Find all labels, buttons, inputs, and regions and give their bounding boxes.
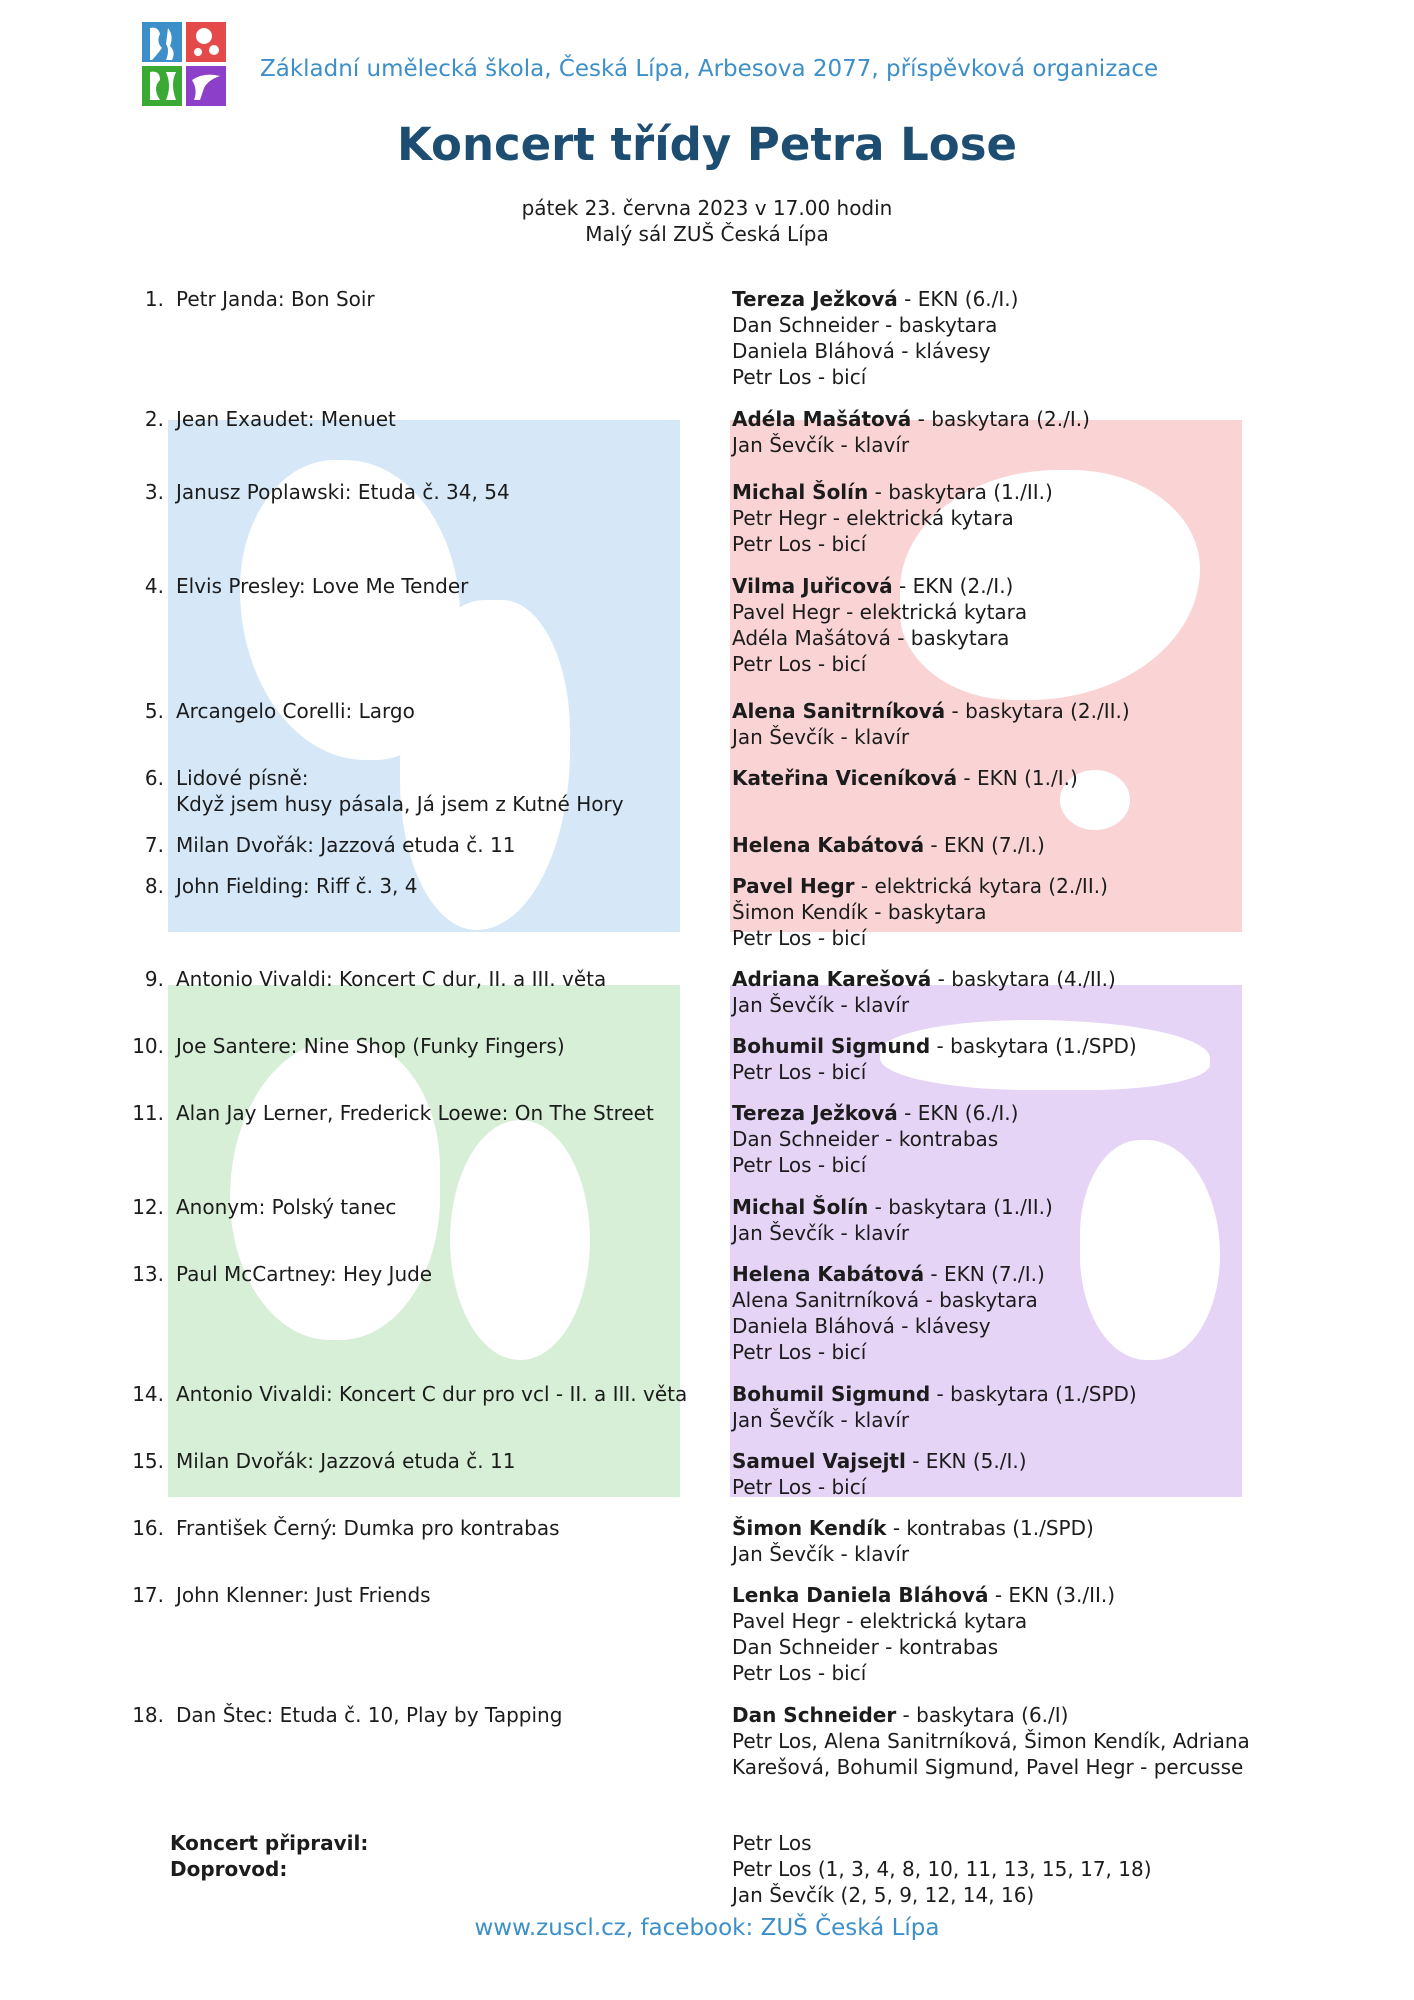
item-piece: Lidové písně: Když jsem husy pásala, Já jsem z Kutné Hory: [176, 766, 624, 816]
item-performers: [732, 1100, 1292, 1178]
performer-line: [732, 1702, 1292, 1728]
performer-line: [732, 966, 1292, 992]
item-performers: [732, 966, 1292, 1018]
item-number: 10.: [132, 1034, 164, 1058]
performer-line: [732, 1515, 1292, 1541]
performer-role: Petr Los - bicí: [732, 1153, 867, 1177]
performer-name: Michal Šolín: [732, 480, 869, 504]
item-number: 11.: [132, 1101, 164, 1125]
performer-line: [732, 1194, 1292, 1220]
performer-role: Petr Los - bicí: [732, 926, 867, 950]
item-number: 14.: [132, 1382, 164, 1406]
performer-name: Lenka Daniela Bláhová: [732, 1583, 989, 1607]
performer-role: Jan Ševčík - klavír: [732, 1542, 910, 1566]
item-number: 7.: [144, 833, 164, 857]
item-piece: Dan Štec: Etuda č. 10, Play by Tapping: [176, 1703, 563, 1727]
performer-role: Dan Schneider - baskytara: [732, 313, 998, 337]
item-piece: Petr Janda: Bon Soir: [176, 287, 375, 311]
item-performers: [732, 765, 1292, 791]
performer-line: [732, 873, 1292, 899]
performer-role: - baskytara (1./SPD): [930, 1034, 1137, 1058]
performer-line: [732, 724, 1292, 750]
performer-line: [732, 1059, 1292, 1085]
performer-line: [732, 599, 1292, 625]
item-performers: [732, 698, 1292, 750]
performer-line: [732, 406, 1292, 432]
performer-role: - baskytara (2./II.): [945, 699, 1130, 723]
performer-role: - EKN (1./I.): [957, 766, 1078, 790]
performer-role: - kontrabas (1./SPD): [886, 1516, 1094, 1540]
item-number: 8.: [144, 874, 164, 898]
item-number: 13.: [132, 1262, 164, 1286]
performer-line: [732, 1582, 1292, 1608]
performer-role: - elektrická kytara (2./II.): [854, 874, 1108, 898]
performer-name: Michal Šolín: [732, 1195, 869, 1219]
item-piece: Jean Exaudet: Menuet: [176, 407, 396, 431]
performer-line: [732, 1407, 1292, 1433]
performer-role: Petr Los - bicí: [732, 1661, 867, 1685]
performer-name: Dan Schneider: [732, 1703, 897, 1727]
item-piece: Anonym: Polský tanec: [176, 1195, 397, 1219]
performer-line: [732, 1448, 1292, 1474]
performer-line: [732, 1220, 1292, 1246]
item-number: 16.: [132, 1516, 164, 1540]
performer-name: Bohumil Sigmund: [732, 1382, 931, 1406]
item-piece: John Klenner: Just Friends: [176, 1583, 431, 1607]
performer-line: [732, 573, 1292, 599]
performer-line: [732, 505, 1292, 531]
website-link[interactable]: www.zuscl.cz, facebook: ZUŠ Česká Lípa: [474, 1915, 940, 1941]
performer-name: Alena Sanitrníková: [732, 699, 946, 723]
performer-role: - EKN (3./II.): [988, 1583, 1116, 1607]
item-piece: Paul McCartney: Hey Jude: [176, 1262, 433, 1286]
performer-role: - EKN (5./I.): [905, 1449, 1027, 1473]
performer-role: Petr Los - bicí: [732, 652, 867, 676]
item-piece: František Černý: Dumka pro kontrabas: [176, 1516, 560, 1540]
performer-role: - EKN (7./I.): [924, 1262, 1045, 1286]
performer-role: Petr Los - bicí: [732, 1060, 867, 1084]
item-piece: John Fielding: Riff č. 3, 4: [176, 874, 418, 898]
item-performers: [732, 873, 1292, 951]
performer-role: - EKN (6./I.): [897, 1101, 1019, 1125]
item-number: 15.: [132, 1449, 164, 1473]
performer-role: Jan Ševčík - klavír: [732, 433, 910, 457]
item-performers: [732, 1582, 1292, 1686]
performer-name: Tereza Ježková: [732, 1101, 898, 1125]
performer-line: [732, 1287, 1292, 1313]
item-piece: Milan Dvořák: Jazzová etuda č. 11: [176, 1449, 516, 1473]
item-number: 9.: [144, 967, 164, 991]
performer-name: Helena Kabátová: [732, 833, 925, 857]
performer-role: - baskytara (2./I.): [911, 407, 1090, 431]
performer-line: [732, 992, 1292, 1018]
performer-name: Bohumil Sigmund: [732, 1034, 931, 1058]
item-number: 3.: [144, 480, 164, 504]
performer-line: [732, 1474, 1292, 1500]
performer-line: [732, 312, 1292, 338]
performer-role: - baskytara (1./II.): [868, 1195, 1053, 1219]
performer-role: Pavel Hegr - elektrická kytara: [732, 600, 1028, 624]
accompaniment-line: Petr Los (1, 3, 4, 8, 10, 11, 13, 15, 17, 18): [732, 1857, 1152, 1881]
school-name: Základní umělecká škola, Česká Lípa, Arbesova 2077, příspěvková organizace: [260, 56, 1159, 82]
item-piece: Janusz Poplawski: Etuda č. 34, 54: [176, 480, 510, 504]
item-performers: [732, 1515, 1292, 1567]
performer-role: Karešová, Bohumil Sigmund, Pavel Hegr - percusse: [732, 1755, 1244, 1779]
performer-role: - EKN (6./I.): [897, 287, 1019, 311]
item-piece: Joe Santere: Nine Shop (Funky Fingers): [176, 1034, 565, 1058]
performer-name: Tereza Ježková: [732, 287, 898, 311]
background-silhouette-shape: [450, 1120, 590, 1360]
performer-role: Dan Schneider - kontrabas: [732, 1127, 999, 1151]
prepared-by-label: Koncert připravil:: [170, 1831, 369, 1855]
performer-line: [732, 899, 1292, 925]
performer-name: Helena Kabátová: [732, 1262, 925, 1286]
item-number: 2.: [144, 407, 164, 431]
item-performers: [732, 286, 1292, 390]
performer-name: Pavel Hegr: [732, 874, 855, 898]
performer-role: - baskytara (1./II.): [868, 480, 1053, 504]
performer-line: [732, 698, 1292, 724]
accompaniment-line: Jan Ševčík (2, 5, 9, 12, 14, 16): [732, 1883, 1035, 1907]
performer-line: [732, 1381, 1292, 1407]
item-piece: Antonio Vivaldi: Koncert C dur, II. a III. věta: [176, 967, 607, 991]
performer-role: Petr Los - bicí: [732, 532, 867, 556]
item-number: 18.: [132, 1703, 164, 1727]
performer-line: [732, 1608, 1292, 1634]
prepared-by-value: Petr Los: [732, 1831, 812, 1855]
performer-line: [732, 1541, 1292, 1567]
page-title: Koncert třídy Petra Lose: [396, 118, 1018, 171]
item-performers: [732, 1702, 1292, 1780]
item-performers: [732, 1261, 1292, 1365]
performer-line: [732, 765, 1292, 791]
performer-role: Šimon Kendík - baskytara: [732, 900, 987, 924]
item-performers: [732, 573, 1292, 677]
performer-role: - baskytara (4./II.): [931, 967, 1116, 991]
item-number: 4.: [144, 574, 164, 598]
performer-role: Jan Ševčík - klavír: [732, 725, 910, 749]
performer-line: [732, 1339, 1292, 1365]
performer-role: Dan Schneider - kontrabas: [732, 1635, 999, 1659]
performer-role: Pavel Hegr - elektrická kytara: [732, 1609, 1028, 1633]
item-number: 17.: [132, 1583, 164, 1607]
performer-line: [732, 1313, 1292, 1339]
performer-name: Adéla Mašátová: [732, 407, 912, 431]
performer-line: [732, 1660, 1292, 1686]
performer-line: [732, 651, 1292, 677]
performer-line: [732, 286, 1292, 312]
concert-venue: Malý sál ZUŠ Česká Lípa: [585, 222, 829, 246]
item-piece: Milan Dvořák: Jazzová etuda č. 11: [176, 833, 516, 857]
performer-role: - baskytara (1./SPD): [930, 1382, 1137, 1406]
performer-line: [732, 1634, 1292, 1660]
item-performers: [732, 1033, 1292, 1085]
performer-role: Petr Los - bicí: [732, 365, 867, 389]
performer-role: Alena Sanitrníková - baskytara: [732, 1288, 1038, 1312]
item-performers: [732, 1381, 1292, 1433]
performer-line: [732, 1261, 1292, 1287]
performer-role: - EKN (2./I.): [892, 574, 1014, 598]
item-piece: Antonio Vivaldi: Koncert C dur pro vcl - II. a III. věta: [176, 1382, 688, 1406]
performer-name: Samuel Vajsejtl: [732, 1449, 906, 1473]
performer-line: [732, 925, 1292, 951]
item-performers: [732, 832, 1292, 858]
performer-line: [732, 531, 1292, 557]
performer-role: Daniela Bláhová - klávesy: [732, 339, 991, 363]
item-number: 12.: [132, 1195, 164, 1219]
performer-line: [732, 625, 1292, 651]
performer-line: [732, 1033, 1292, 1059]
performer-name: Kateřina Viceníková: [732, 766, 958, 790]
performer-line: [732, 338, 1292, 364]
performer-name: Šimon Kendík: [732, 1516, 887, 1540]
performer-line: [732, 1728, 1292, 1754]
performer-line: [732, 1126, 1292, 1152]
performer-role: Jan Ševčík - klavír: [732, 1408, 910, 1432]
performer-role: Jan Ševčík - klavír: [732, 993, 910, 1017]
item-piece: Alan Jay Lerner, Frederick Loewe: On The Street: [176, 1101, 654, 1125]
zus-logo-icon: [142, 22, 226, 106]
performer-line: [732, 432, 1292, 458]
performer-role: - baskytara (6./I): [896, 1703, 1069, 1727]
item-performers: [732, 1448, 1292, 1500]
item-performers: [732, 479, 1292, 557]
item-piece: Arcangelo Corelli: Largo: [176, 699, 415, 723]
performer-name: Adriana Karešová: [732, 967, 932, 991]
item-piece: Elvis Presley: Love Me Tender: [176, 574, 469, 598]
item-number: 1.: [144, 287, 164, 311]
concert-date: pátek 23. června 2023 v 17.00 hodin: [521, 196, 893, 220]
performer-line: [732, 479, 1292, 505]
background-silhouette-shape: [230, 1040, 440, 1340]
performer-line: [732, 1754, 1292, 1780]
accompaniment-label: Doprovod:: [170, 1857, 288, 1881]
performer-line: [732, 832, 1292, 858]
item-performers: [732, 1194, 1292, 1246]
item-number: 5.: [144, 699, 164, 723]
performer-role: Petr Hegr - elektrická kytara: [732, 506, 1014, 530]
item-performers: [732, 406, 1292, 458]
performer-role: Petr Los, Alena Sanitrníková, Šimon Kendík, Adriana: [732, 1729, 1250, 1753]
performer-role: Jan Ševčík - klavír: [732, 1221, 910, 1245]
performer-line: [732, 1152, 1292, 1178]
performer-role: Petr Los - bicí: [732, 1475, 867, 1499]
performer-line: [732, 364, 1292, 390]
performer-role: Adéla Mašátová - baskytara: [732, 626, 1010, 650]
performer-role: Petr Los - bicí: [732, 1340, 867, 1364]
performer-role: Daniela Bláhová - klávesy: [732, 1314, 991, 1338]
item-number: 6.: [144, 766, 164, 790]
performer-role: - EKN (7./I.): [924, 833, 1045, 857]
performer-line: [732, 1100, 1292, 1126]
performer-name: Vilma Juřicová: [732, 574, 893, 598]
